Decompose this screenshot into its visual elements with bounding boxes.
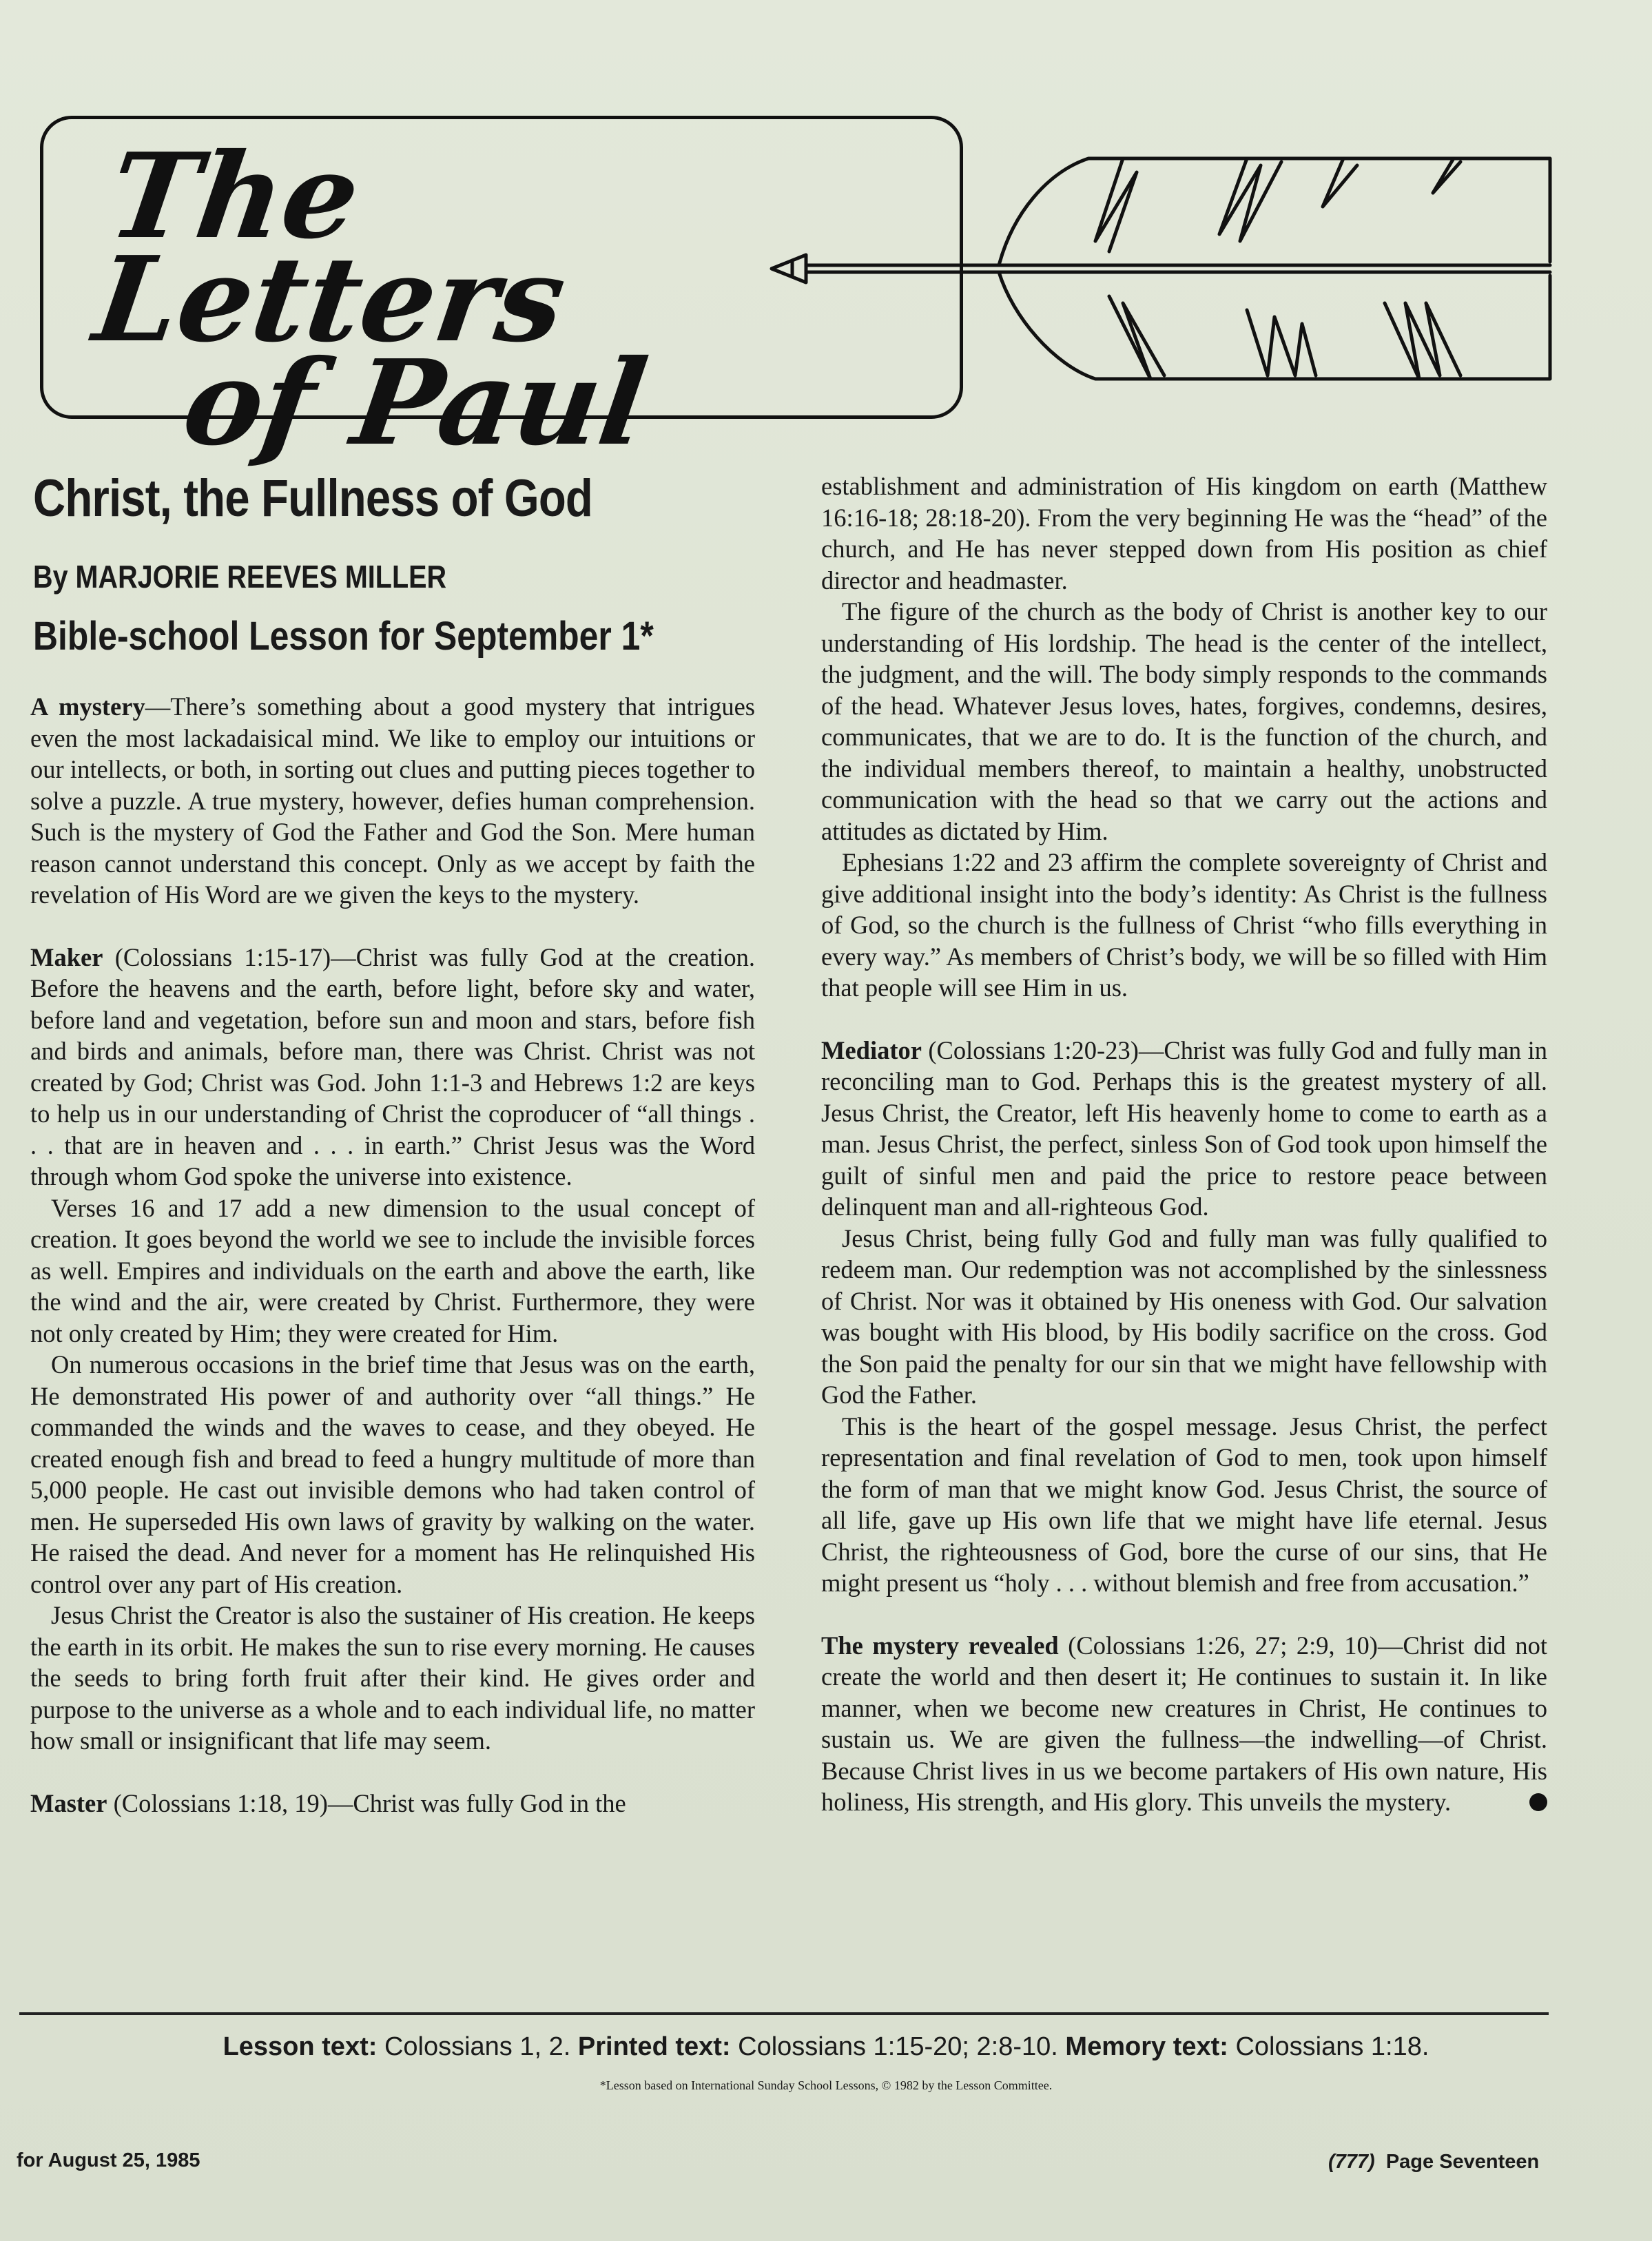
paragraph: Master (Colossians 1:18, 19)—Christ was fully God in the: [30, 1788, 626, 1817]
paragraph: Maker (Colossians 1:15-17)—Christ was fully God at the creation. Before the heavens and the earth, before light, before sky and water, before land and vegetation, before sun and moon and stars, before fish and birds and animals, before man, there was Christ. Christ was not created by God; Christ was God. John 1:1-3 and Hebrews 1:2 are keys to help us in our understanding of Christ the coproducer of “all things . . . that are in heaven and . . . in earth.” Christ Jesus was the Word through whom God spoke the universe into existence.: [30, 942, 755, 1190]
paragraph: Ephesians 1:22 and 23 affirm the complete sovereignty of Christ and give additional insight into the body’s identity: As Christ is the fullness of God, so the church is the fullness of Christ “who fills everything in every way.” As members of Christ’s body, we will be so filled with Him that people will see Him in us.: [821, 848, 1547, 1002]
paragraph: Jesus Christ, being fully God and fully man was fully qualified to redeem man. Our redemption was not accomplished by the sinlessness of Christ. Nor was it obtained by His oneness with God. Our salvation was bought with His blood, by His bodily sacrifice on the cross. God the Son paid the penalty for our sin that we might have fellowship with God the Father.: [821, 1223, 1547, 1409]
article-byline: By MARJORIE REEVES MILLER: [33, 559, 447, 595]
lesson-references: Lesson text: Colossians 1, 2. Printed text: Colossians 1:15-20; 2:8-10. Memory text: Colossians 1:18.: [223, 2032, 1429, 2061]
article-subtitle: Bible-school Lesson for September 1*: [33, 614, 654, 659]
banner-title: [74, 127, 738, 472]
paragraph: Mediator (Colossians 1:20-23)—Christ was fully God and fully man in reconciling man to God. Perhaps this is the greatest mystery of all. Jesus Christ, the Creator, left His heavenly home to come to earth as a man. Jesus Christ, the perfect, sinless Son of God took upon himself the guilt of sinful men and paid the price to restore peace between delinquent man and all-righteous God.: [821, 1035, 1547, 1221]
right-column: [821, 471, 1547, 1818]
paragraph: The figure of the church as the body of Christ is another key to our understanding of His lordship. The head is the center of the intellect, the judgment, and the will. The body simply responds to the commands of the head. Whatever Jesus loves, hates, forgives, condemns, desires, communicates, that we are to do. It is the function of the church, and the individual members thereof, to maintain a healthy, unobstructed communication with the head so that we carry out the actions and attitudes as dictated by Him.: [821, 597, 1547, 845]
end-mark-icon: [1529, 1793, 1547, 1811]
footnote: *Lesson based on International Sunday School Lessons, © 1982 by the Lesson Committee.: [599, 2078, 1053, 2092]
paragraph: On numerous occasions in the brief time that Jesus was on the earth, He demonstrated His power of and authority over “all things.” He commanded the winds and the waves to cease, and they obeyed. He created enough fish and bread to feed a hungry multitude of more than 5,000 people. He cast out invisible demons who had taken control of men. He superseded His own laws of gravity by walking on the water. He raised the dead. And never for a moment has He relinquished His control over any part of His creation.: [30, 1350, 755, 1598]
paragraph: establishment and administration of His kingdom on earth (Matthew 16:16-18; 28:18-20). From the very beginning He was the “head” of the church, and He has never stepped down from His position as chief director and headmaster.: [821, 472, 1547, 595]
paragraph: Verses 16 and 17 add a new dimension to the usual concept of creation. It goes beyond the world we see to include the invisible forces as well. Empires and individuals on the earth and above the earth, like the wind and the air, were created by Christ. Furthermore, they were not only created by Him; they were created for Him.: [30, 1193, 755, 1347]
banner-title-line1: The Letters: [86, 127, 574, 369]
paragraph: This is the heart of the gospel message. Jesus Christ, the perfect representation and final revelation of God to men, took upon himself the form of man that we might know God. Jesus Christ, the source of all life, gave up His own life that we might have life eternal. Jesus Christ, the righteousness of God, bore the curse of our sins, that He might present us “holy . . . without blemish and free from accusation.”: [821, 1412, 1547, 1597]
left-column: [30, 691, 755, 1819]
quill-pen-icon: [765, 131, 1564, 406]
banner-title-line2: of Paul: [175, 334, 655, 472]
divider: [19, 2012, 1549, 2015]
issue-date: for August 25, 1985: [17, 2149, 200, 2171]
paragraph: Jesus Christ the Creator is also the sustainer of His creation. He keeps the earth in its orbit. He makes the sun to rise every morning. He causes the seeds to bring forth fruit after their kind. He gives order and purpose to the universe as a whole and to each individual life, no matter how small or insignificant that life may seem.: [30, 1601, 755, 1755]
paragraph: The mystery revealed (Colossians 1:26, 27; 2:9, 10)—Christ did not create the world and then desert it; He continues to sustain it. In like manner, when we become new creatures in Christ, He continues to sustain us. We are given the fullness—the indwelling—of Christ. Because Christ lives in us we become partakers of His own nature, His holiness, His strength, and His glory. This unveils the mystery.: [821, 1631, 1547, 1816]
article-title: Christ, the Fullness of God: [33, 469, 592, 528]
page-number: (777) Page Seventeen: [1328, 2151, 1540, 2173]
paragraph: A mystery—There’s something about a good mystery that intrigues even the most lackadaisical mind. We like to employ our intuitions or our intellects, or both, in sorting out clues and putting pieces together to solve a puzzle. A true mystery, however, defies human comprehension. Such is the mystery of God the Father and God the Son. Mere human reason cannot understand this concept. Only as we accept by faith the revelation of His Word are we given the keys to the mystery.: [30, 692, 755, 909]
